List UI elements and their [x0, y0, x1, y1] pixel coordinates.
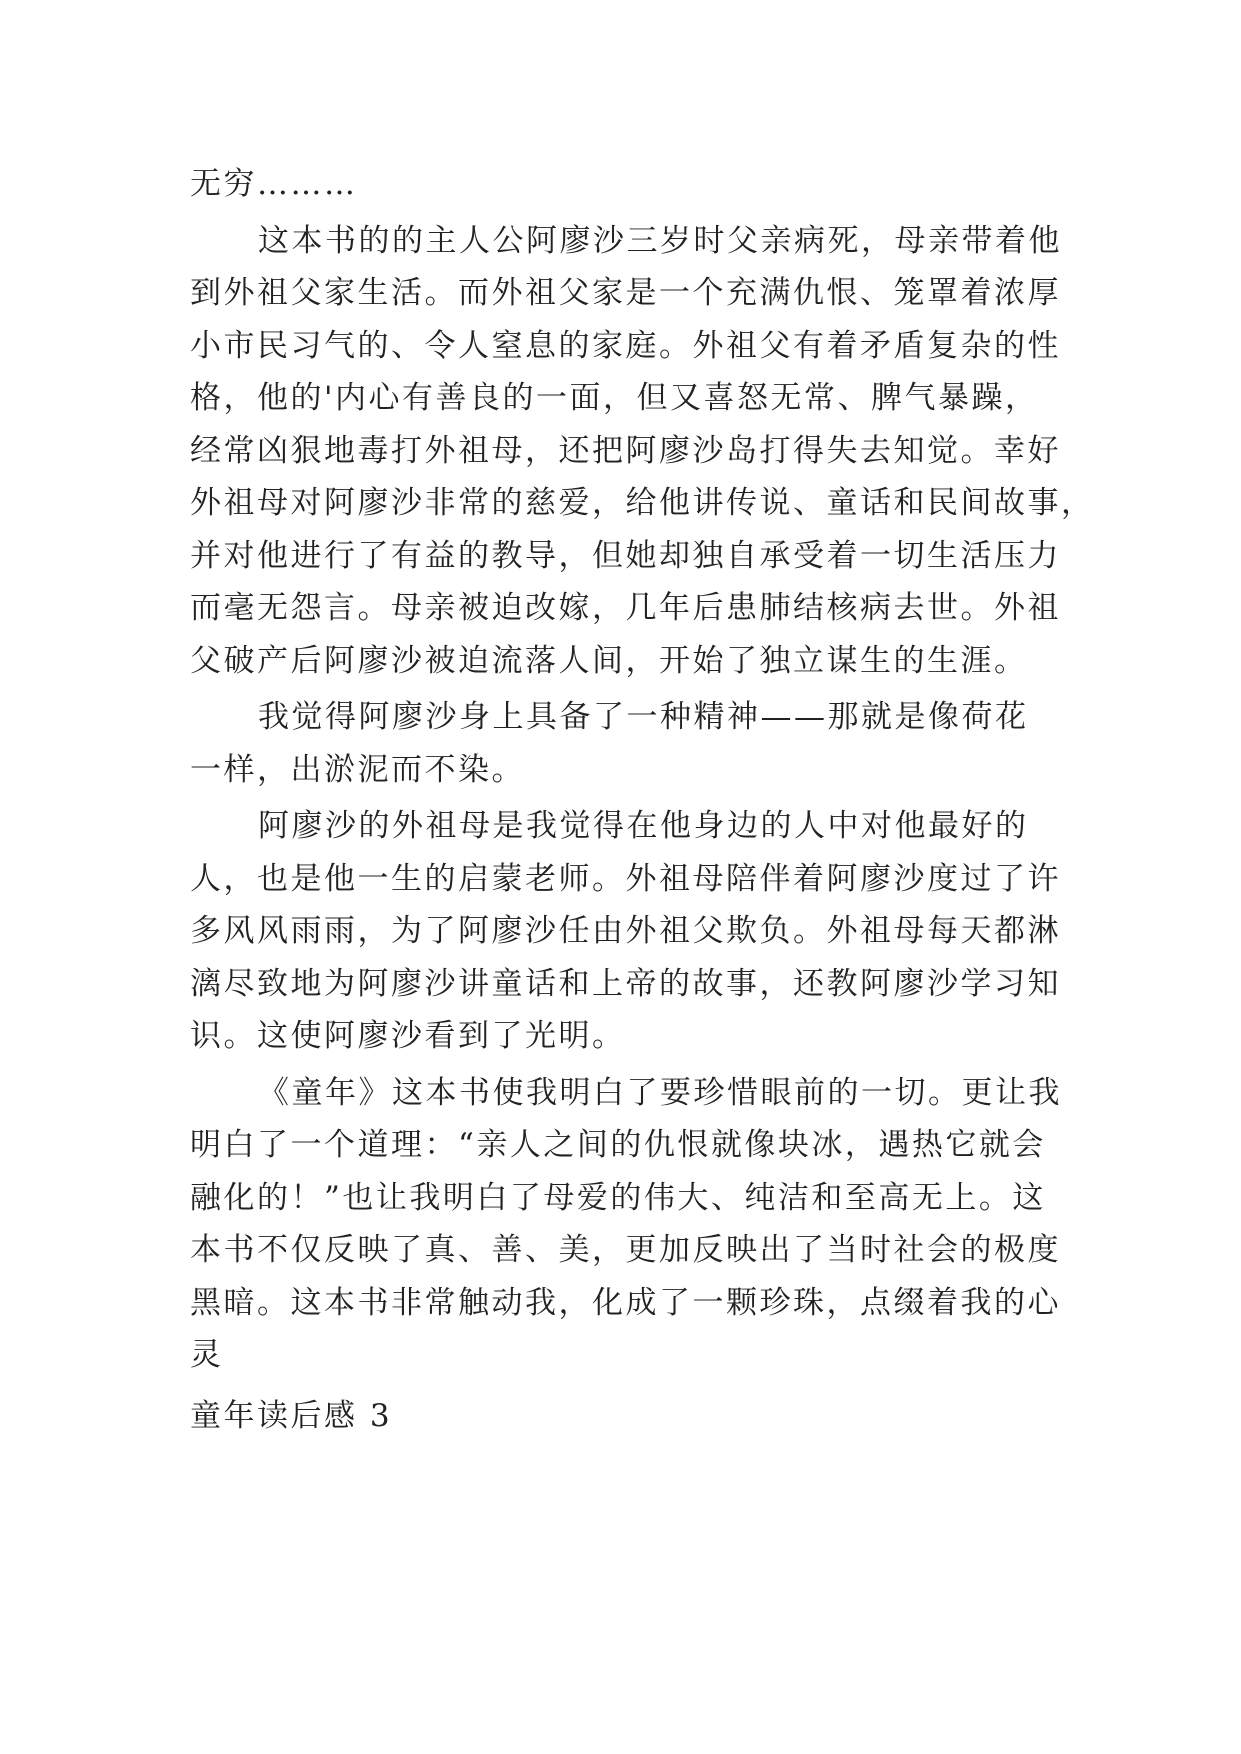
text-line: 小市民习气的、令人窒息的家庭。外祖父有着矛盾复杂的性	[190, 327, 1061, 364]
text-line: 并对他进行了有益的教导，但她却独自承受着一切生活压力	[190, 537, 1061, 574]
paragraph	[190, 1067, 1062, 1382]
text-line: 明白了一个道理：“亲人之间的仇恨就像块冰，遇热它就会	[190, 1127, 1046, 1163]
text-line: 识。这使阿廖沙看到了光明。	[190, 1018, 626, 1054]
text-line: 多风风雨雨，为了阿廖沙任由外祖父欺负。外祖母每天都淋	[190, 913, 1061, 949]
section-heading: 童年读后感 3	[190, 1397, 393, 1434]
text-line: 黑暗。这本书非常触动我，化成了一颗珍珠，点缀着我的心	[190, 1284, 1061, 1321]
text-line: 《童年》这本书使我明白了要珍惜眼前的一切。更让我	[258, 1074, 1062, 1111]
text-line: 阿廖沙的外祖母是我觉得在他身边的人中对他最好的	[258, 808, 1029, 844]
text-line: 我觉得阿廖沙身上具备了一种精神——那就是像荷花	[258, 699, 1029, 735]
text-line: 灵	[190, 1337, 224, 1373]
text-line: 而毫无怨言。母亲被迫改嫁，几年后患肺结核病去世。外祖	[190, 590, 1061, 626]
text-line: 融化的！”也让我明白了母爱的伟大、纯洁和至高无上。这	[190, 1179, 1046, 1216]
text-line: 人，也是他一生的启蒙老师。外祖母陪伴着阿廖沙度过了许	[190, 860, 1061, 897]
text-line: 格，他的'内心有善良的一面，但又喜怒无常、脾气暴躁，	[190, 380, 1039, 416]
text-line: 这本书的的主人公阿廖沙三岁时父亲病死，母亲带着他	[258, 222, 1062, 259]
paragraph	[190, 691, 1055, 796]
text-line: 漓尽致地为阿廖沙讲童话和上帝的故事，还教阿廖沙学习知	[190, 965, 1061, 1002]
text-line: 一样，出淤泥而不染。	[190, 751, 525, 788]
text-line: 父破产后阿廖沙被迫流落人间，开始了独立谋生的生涯。	[190, 642, 1028, 679]
text-line: 无穷………	[190, 166, 358, 202]
paragraph	[190, 800, 1061, 1063]
text-line: 经常凶狠地毒打外祖母，还把阿廖沙岛打得失去知觉。幸好	[190, 432, 1061, 469]
text-line: 本书不仅反映了真、善、美，更加反映出了当时社会的极度	[190, 1232, 1061, 1268]
text-line: 外祖母对阿廖沙非常的慈爱，给他讲传说、童话和民间故事，	[190, 485, 1095, 521]
document-body	[190, 158, 1095, 1442]
text-line: 到外祖父家生活。而外祖父家是一个充满仇恨、笼罩着浓厚	[190, 275, 1061, 311]
paragraph	[190, 215, 1095, 688]
